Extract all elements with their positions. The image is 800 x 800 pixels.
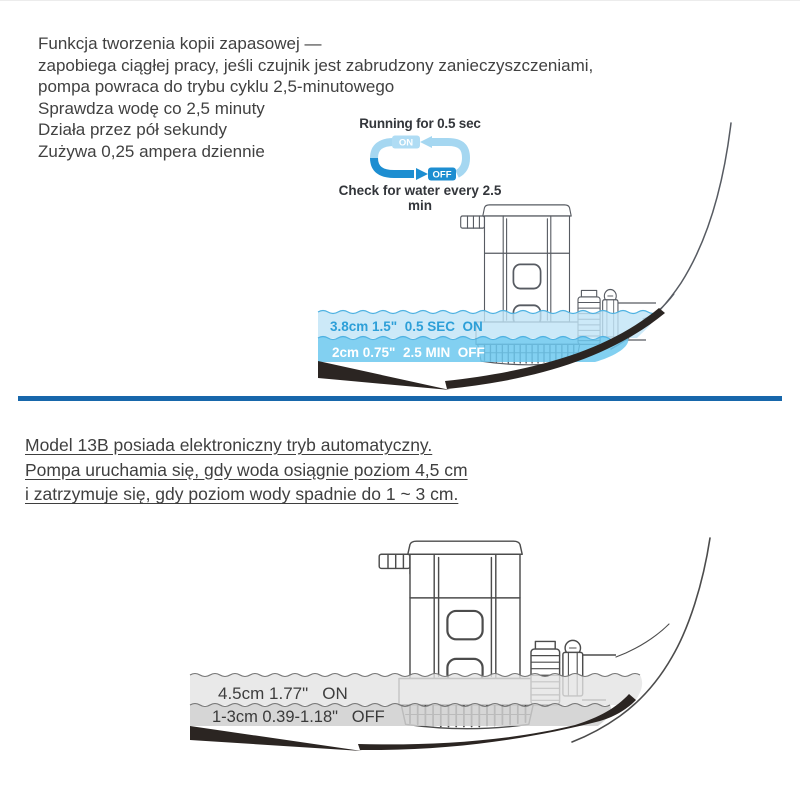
description-line: Zużywa 0,25 ampera dziennie bbox=[38, 141, 265, 161]
auto-mode-description bbox=[25, 433, 468, 507]
water-level-off-label: 2cm 0.75" 2.5 MIN OFF bbox=[332, 345, 485, 360]
water-level-on-label: 3.8cm 1.5" 0.5 SEC ON bbox=[330, 319, 483, 334]
water-level-on-label: 4.5cm 1.77" ON bbox=[218, 684, 348, 703]
description-line: Działa przez pół sekundy bbox=[38, 120, 227, 140]
description-line: i zatrzymuje się, gdy poziom wody spadnie do 1 ~ 3 cm. bbox=[25, 484, 459, 505]
on-badge-label: ON bbox=[398, 137, 414, 149]
cycle-title: Running for 0.5 sec bbox=[359, 116, 481, 131]
description-line: Model 13B posiada elektroniczny tryb automatyczny. bbox=[25, 435, 433, 455]
cycle-diagram bbox=[325, 116, 515, 213]
top-border-line bbox=[0, 0, 800, 1]
water-level-off-label: 1-3cm 0.39-1.18" OFF bbox=[212, 708, 385, 726]
arrowhead-left-icon bbox=[420, 136, 432, 148]
arrowhead-right-icon bbox=[416, 168, 428, 180]
off-badge-label: OFF bbox=[432, 169, 452, 181]
description-line: zapobiega ciągłej pracy, jeśli czujnik jest zabrudzony zanieczyszczeniami, bbox=[38, 55, 594, 75]
description-line: Sprawdza wodę co 2,5 minuty bbox=[38, 98, 265, 118]
section-divider-bar bbox=[18, 396, 782, 401]
cycle-caption: Check for water every 2.5 min bbox=[338, 183, 502, 213]
on-off-loop-icon bbox=[370, 134, 470, 182]
description-line: pompa powraca do trybu cyklu 2,5-minutowego bbox=[38, 77, 395, 97]
description-line: Funkcja tworzenia kopii zapasowej — bbox=[38, 34, 322, 53]
description-line: Pompa uruchamia się, gdy woda osiągnie poziom 4,5 cm bbox=[25, 459, 468, 480]
pump-in-bilge-illustration-bottom bbox=[170, 518, 730, 770]
